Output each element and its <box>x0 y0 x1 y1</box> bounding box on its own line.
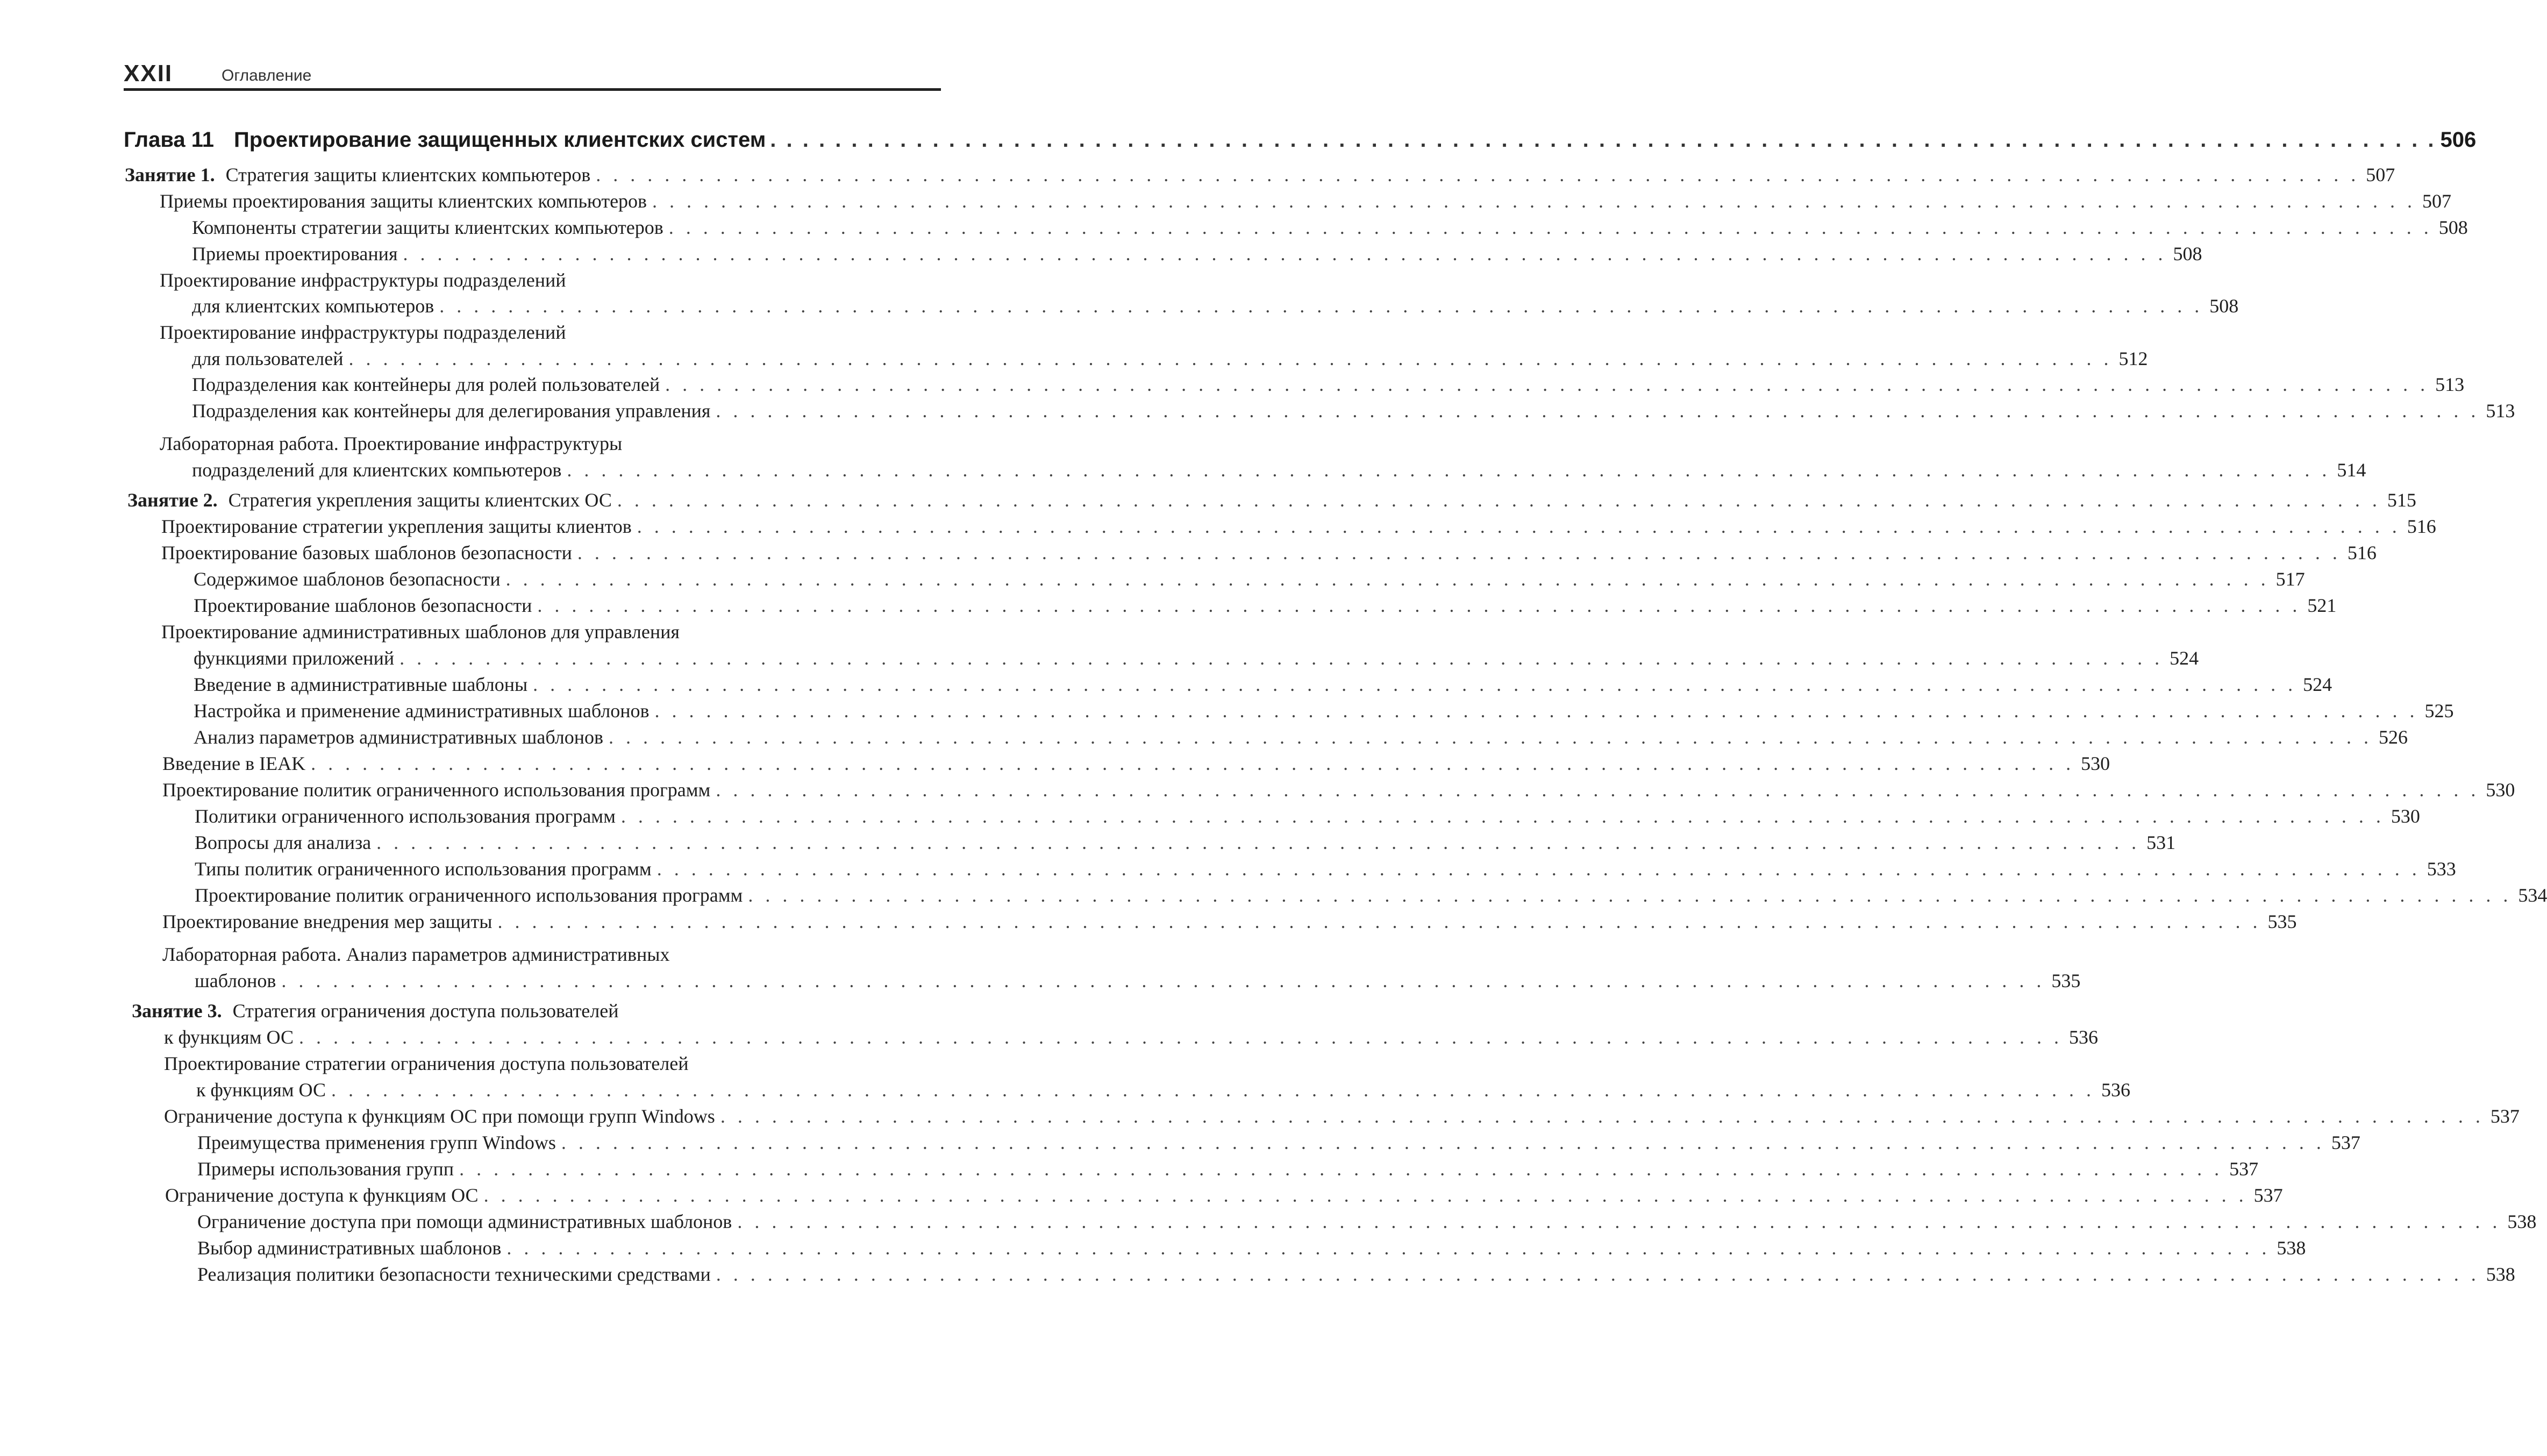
dot-leader: . . . . . . . . . . . . . . . . . . . . . . . . . . . . . . . . . . . . . . . . . . . . . . . . . . . . . . . . . . . . . . . . . . . . . . . . . . . . . . . . . . . . . . . . . . . . . . . . . . . . . . . <box>668 217 2432 238</box>
dot-leader: . . . . . . . . . . . . . . . . . . . . . . . . . . . . . . . . . . . . . . . . . . . . . . . . . . . . . . . . . . . . . . . . . . . . . . . . . . . . . . . . . . . . . . . . . . . . . . . . . . . . . . . <box>609 726 2373 748</box>
dot-leader: . . . . . . . . . . . . . . . . . . . . . . . . . . . . . . . . . . . . . . . . . . . . . . . . . . . . . . . . . . . . . . . . . . . . . . . . . . . . . . . . . . . . . . . . . . . . . . . . . . . . . . . <box>533 674 2297 695</box>
toc-entry <box>195 857 2456 881</box>
toc-entry <box>195 883 2547 908</box>
entry-page: 538 <box>2277 1237 2306 1259</box>
entry-page: 533 <box>2427 858 2456 880</box>
entry-page: 530 <box>2081 753 2110 774</box>
entry-text: Настройка и применение административных шаблонов <box>194 700 650 722</box>
entry-page: 517 <box>2275 568 2305 590</box>
entry-text: Типы политик ограниченного использования программ <box>195 858 652 880</box>
toc-entry <box>195 968 2081 993</box>
entry-text: Проектирование шаблонов безопасности <box>194 595 532 616</box>
entry-text: для клиентских компьютеров <box>192 295 434 317</box>
lesson-label: Занятие 1. <box>125 164 215 185</box>
entry-page: 535 <box>2267 911 2297 932</box>
entry-page: 530 <box>2391 805 2420 827</box>
entry-page: 525 <box>2424 700 2454 722</box>
dot-leader: . . . . . . . . . . . . . . . . . . . . . . . . . . . . . . . . . . . . . . . . . . . . . . . . . . . . . . . . . . . . . . . . . . . . . . . . . . . . . . . . . . . . . . . . . . . . . . . . . . . . . . . <box>399 647 2164 669</box>
toc-entry <box>192 241 2202 266</box>
toc-entry <box>192 398 2515 423</box>
running-head <box>124 60 941 91</box>
entry-page: 538 <box>2486 1264 2515 1285</box>
entry-text: для пользователей <box>192 348 344 369</box>
entry-text: Лабораторная работа. Проектирование инфраструктуры <box>160 433 623 454</box>
entry-page: 508 <box>2173 243 2202 265</box>
dot-leader: . . . . . . . . . . . . . . . . . . . . . . . . . . . . . . . . . . . . . . . . . . . . . . . . . . . . . . . . . . . . . . . . . . . . . . . . . . . . . . . . . . . . . . . . . . . . . . . . . . . . . . . <box>577 542 2341 563</box>
toc-entry <box>194 646 2199 670</box>
entry-text: Ограничение доступа к функциям ОС при помощи групп Windows <box>164 1105 715 1127</box>
dot-leader: . . . . . . . . . . . . . . . . . . . . . . . . . . . . . . . . . . . . . . . . . . . . . . . . . . . . . . . . . . . . . . . . . . . . . . . . . . . . . . . . . . . . . . . . . . . . . . . . . . . . . . . <box>281 970 2045 991</box>
toc-entry <box>194 698 2454 723</box>
toc-entry <box>195 804 2420 829</box>
dot-leader: . . . . . . . . . . . . . . . . . . . . . . . . . . . . . . . . . . . . . . . . . . . . . . . . . . . . . . . . . . . . . . . . . . . . . . . . . . . . . . . . . . . . . . . . . . . . . . . . . . . . . . . <box>720 1105 2484 1127</box>
toc-entry <box>195 830 2176 855</box>
entry-text: Введение в IEAK <box>162 753 306 774</box>
entry-text: Вопросы для анализа <box>195 832 372 853</box>
entry-page: 515 <box>2387 489 2416 511</box>
dot-leader: . . . . . . . . . . . . . . . . . . . . . . . . . . . . . . . . . . . . . . . . . . . . . . . . . . . . . . . . . . . . . . . . . . . . . . . . . . . . . . . . . . . . . . . . . . . . . . . . . . . . . . . <box>652 190 2416 212</box>
entry-text: Проектирование инфраструктуры подразделений <box>160 322 566 343</box>
entry-page: 507 <box>2366 164 2395 185</box>
entry-page: 536 <box>2101 1079 2130 1101</box>
toc-entry <box>162 909 2297 934</box>
toc-entry <box>164 1025 2098 1050</box>
entry-text: Проектирование стратегии укрепления защиты клиентов <box>161 516 632 537</box>
entry-page: 508 <box>2438 217 2468 238</box>
dot-leader: . . . . . . . . . . . . . . . . . . . . . . . . . . . . . . . . . . . . . . . . . . . . . . . . . . . . . . . . . . . . . . . . . . . . . . . . . . . . . . . . . . . . . . . . . . . . . . . . . . . . . . . <box>665 374 2429 395</box>
entry-page: 537 <box>2331 1132 2360 1153</box>
toc-entry <box>192 372 2465 397</box>
toc-entry <box>197 1130 2360 1155</box>
entry-text: Подразделения как контейнеры для делегирования управления <box>192 400 711 422</box>
entry-text: Выбор административных шаблонов <box>197 1237 502 1259</box>
toc-entry <box>192 294 2239 318</box>
chapter-heading <box>124 128 2477 160</box>
entry-page: 516 <box>2347 542 2377 563</box>
entry-text: Ограничение доступа к функциям ОС <box>165 1184 479 1206</box>
entry-text: Проектирование политик ограниченного использования программ <box>162 779 711 801</box>
chapter-page: 506 <box>2440 128 2477 152</box>
toc-entry <box>192 215 2468 240</box>
entry-text: Проектирование стратегии ограничения доступа пользователей <box>164 1053 689 1074</box>
toc-entry <box>194 567 2305 591</box>
lesson-label: Занятие 3. <box>132 1000 222 1022</box>
toc-entry <box>192 458 2366 482</box>
entry-text: к функциям ОС <box>196 1079 326 1101</box>
toc-lesson-entry <box>125 162 2395 187</box>
toc-entry <box>197 1236 2306 1260</box>
dot-leader: . . . . . . . . . . . . . . . . . . . . . . . . . . . . . . . . . . . . . . . . . . . . . . . . . . . . . . . . . . . . . . . . . . . . . . . . . . . . . . . . . . . . . . . . . . . . . . . . . . . . . . . <box>596 164 2360 185</box>
entry-page: 536 <box>2069 1026 2098 1048</box>
entry-page: 524 <box>2303 674 2332 695</box>
dot-leader: . . . . . . . . . . . . . . . . . . . . . . . . . . . . . . . . . . . . . . . . . . . . . . . . . . . . . . . . . . . . . . . . . . . . . . . . . . . . . . . . . . . . . . . . . . . . . . . . . . . . . . . <box>497 911 2261 932</box>
dot-leader: . . . . . . . . . . . . . . . . . . . . . . . . . . . . . . . . . . . . . . . . . . . . . . . . . . . . . . . . . . . . . . . . . . . . . . . . . . . . . . . . . . . . . . . . . . . . . . . . . . . . . . . <box>737 1211 2501 1232</box>
dot-leader: . . . . . . . . . . . . . . . . . . . . . . . . . . . . . . . . . . . . . . . . . . . . . . . . . . . . . . . . . . . . . . . . . . . . . . . . . . . . . . . . . . . . . . . . . . . . . . . . . . . . . . . <box>505 568 2270 590</box>
dot-leader: . . . . . . . . . . . . . . . . . . . . . . . . . . . . . . . . . . . . . . . . . . . . . . . . . . . . . . . . . . . . . . . . . . . . . . . . . . . . . . . . . . . . . . . . . . . . . . . . . . . . . . . <box>299 1026 2063 1048</box>
entry-page: 516 <box>2407 516 2436 537</box>
dot-leader: . . . . . . . . . . . . . . . . . . . . . . . . . . . . . . . . . . . . . . . . . . . . . . . . . . . . . . . . . . . . . . . . . . . . . . . . . . . . . . . . . . . . . . . . . . . . . . . . . . . . . . . <box>770 128 2436 152</box>
chapter-title: Проектирование защищенных клиентских систем <box>234 128 766 152</box>
toc-entry <box>194 725 2408 750</box>
entry-text: Подразделения как контейнеры для ролей пользователей <box>192 374 660 395</box>
dot-leader: . . . . . . . . . . . . . . . . . . . . . . . . . . . . . . . . . . . . . . . . . . . . . . . . . . . . . . . . . . . . . . . . . . . . . . . . . . . . . . . . . . . . . . . . . . . . . . . . . . . . . . . <box>617 489 2381 511</box>
entry-page: 514 <box>2337 459 2366 481</box>
entry-page: 538 <box>2507 1211 2537 1232</box>
toc-entry <box>160 189 2452 213</box>
lesson-label: Занятие 2. <box>127 489 218 511</box>
entry-text: Проектирование инфраструктуры подразделений <box>160 269 566 291</box>
toc-entry <box>197 1262 2515 1287</box>
entry-text: функциями приложений <box>194 647 395 669</box>
dot-leader: . . . . . . . . . . . . . . . . . . . . . . . . . . . . . . . . . . . . . . . . . . . . . . . . . . . . . . . . . . . . . . . . . . . . . . . . . . . . . . . . . . . . . . . . . . . . . . . . . . . . . . . <box>561 1132 2325 1153</box>
dot-leader: . . . . . . . . . . . . . . . . . . . . . . . . . . . . . . . . . . . . . . . . . . . . . . . . . . . . . . . . . . . . . . . . . . . . . . . . . . . . . . . . . . . . . . . . . . . . . . . . . . . . . . . <box>403 243 2167 265</box>
entry-text: Примеры использования групп <box>197 1158 454 1180</box>
entry-page: 530 <box>2486 779 2515 801</box>
entry-page: 507 <box>2422 190 2452 212</box>
toc-entry <box>165 1183 2283 1208</box>
entry-text <box>125 162 590 187</box>
dot-leader: . . . . . . . . . . . . . . . . . . . . . . . . . . . . . . . . . . . . . . . . . . . . . . . . . . . . . . . . . . . . . . . . . . . . . . . . . . . . . . . . . . . . . . . . . . . . . . . . . . . . . . . <box>439 295 2203 317</box>
entry-text: Анализ параметров административных шаблонов <box>194 726 604 748</box>
dot-leader: . . . . . . . . . . . . . . . . . . . . . . . . . . . . . . . . . . . . . . . . . . . . . . . . . . . . . . . . . . . . . . . . . . . . . . . . . . . . . . . . . . . . . . . . . . . . . . . . . . . . . . . <box>311 753 2075 774</box>
toc-entry <box>162 751 2110 776</box>
entry-text: к функциям ОС <box>164 1026 294 1048</box>
dot-leader: . . . . . . . . . . . . . . . . . . . . . . . . . . . . . . . . . . . . . . . . . . . . . . . . . . . . . . . . . . . . . . . . . . . . . . . . . . . . . . . . . . . . . . . . . . . . . . . . . . . . . . . <box>637 516 2401 537</box>
toc-lesson-entry <box>127 488 2416 512</box>
dot-leader: . . . . . . . . . . . . . . . . . . . . . . . . . . . . . . . . . . . . . . . . . . . . . . . . . . . . . . . . . . . . . . . . . . . . . . . . . . . . . . . . . . . . . . . . . . . . . . . . . . . . . . . <box>654 700 2418 722</box>
toc-entry <box>197 1157 2259 1181</box>
entry-page: 537 <box>2229 1158 2259 1180</box>
entry-text: Компоненты стратегии защиты клиентских компьютеров <box>192 217 663 238</box>
entry-page: 508 <box>2209 295 2239 317</box>
lesson-title: Стратегия защиты клиентских компьютеров <box>225 164 591 185</box>
entry-text: Приемы проектирования защиты клиентских компьютеров <box>160 190 647 212</box>
dot-leader: . . . . . . . . . . . . . . . . . . . . . . . . . . . . . . . . . . . . . . . . . . . . . . . . . . . . . . . . . . . . . . . . . . . . . . . . . . . . . . . . . . . . . . . . . . . . . . . . . . . . . . . <box>459 1158 2223 1180</box>
entry-text: Лабораторная работа. Анализ параметров административных <box>162 944 670 965</box>
running-title: Оглавление <box>222 67 312 84</box>
dot-leader: . . . . . . . . . . . . . . . . . . . . . . . . . . . . . . . . . . . . . . . . . . . . . . . . . . . . . . . . . . . . . . . . . . . . . . . . . . . . . . . . . . . . . . . . . . . . . . . . . . . . . . . <box>537 595 2301 616</box>
dot-leader: . . . . . . . . . . . . . . . . . . . . . . . . . . . . . . . . . . . . . . . . . . . . . . . . . . . . . . . . . . . . . . . . . . . . . . . . . . . . . . . . . . . . . . . . . . . . . . . . . . . . . . . <box>657 858 2421 880</box>
entry-text: Ограничение доступа при помощи административных шаблонов <box>197 1211 732 1232</box>
entry-text: Введение в административные шаблоны <box>194 674 528 695</box>
entry-page: 537 <box>2490 1105 2520 1127</box>
entry-text: Политики ограниченного использования программ <box>195 805 616 827</box>
entry-text: Проектирование внедрения мер защиты <box>162 911 493 932</box>
entry-text: Проектирование политик ограниченного использования программ <box>195 884 743 906</box>
entry-page: 535 <box>2051 970 2081 991</box>
chapter-label: Глава 11 <box>124 128 215 152</box>
toc-entry <box>194 672 2332 697</box>
entry-text <box>127 488 612 512</box>
entry-page: 534 <box>2518 884 2547 906</box>
toc-lesson-entry <box>132 998 619 1023</box>
dot-leader: . . . . . . . . . . . . . . . . . . . . . . . . . . . . . . . . . . . . . . . . . . . . . . . . . . . . . . . . . . . . . . . . . . . . . . . . . . . . . . . . . . . . . . . . . . . . . . . . . . . . . . . <box>716 779 2480 801</box>
entry-text: Проектирование административных шаблонов для управления <box>161 621 680 643</box>
dot-leader: . . . . . . . . . . . . . . . . . . . . . . . . . . . . . . . . . . . . . . . . . . . . . . . . . . . . . . . . . . . . . . . . . . . . . . . . . . . . . . . . . . . . . . . . . . . . . . . . . . . . . . . <box>348 348 2113 369</box>
dot-leader: . . . . . . . . . . . . . . . . . . . . . . . . . . . . . . . . . . . . . . . . . . . . . . . . . . . . . . . . . . . . . . . . . . . . . . . . . . . . . . . . . . . . . . . . . . . . . . . . . . . . . . . <box>331 1079 2095 1101</box>
entry-text: Проектирование базовых шаблонов безопасности <box>161 542 572 563</box>
toc-entry <box>197 1209 2537 1234</box>
lesson-title: Стратегия ограничения доступа пользователей <box>232 1000 619 1022</box>
dot-leader: . . . . . . . . . . . . . . . . . . . . . . . . . . . . . . . . . . . . . . . . . . . . . . . . . . . . . . . . . . . . . . . . . . . . . . . . . . . . . . . . . . . . . . . . . . . . . . . . . . . . . . . <box>620 805 2385 827</box>
entry-page: 512 <box>2118 348 2148 369</box>
dot-leader: . . . . . . . . . . . . . . . . . . . . . . . . . . . . . . . . . . . . . . . . . . . . . . . . . . . . . . . . . . . . . . . . . . . . . . . . . . . . . . . . . . . . . . . . . . . . . . . . . . . . . . . <box>506 1237 2271 1259</box>
toc-entry <box>194 593 2337 618</box>
entry-text: Реализация политики безопасности техническими средствами <box>197 1264 711 1285</box>
toc-entry <box>164 1104 2520 1129</box>
toc-entry <box>192 346 2148 371</box>
toc-entry <box>196 1077 2130 1102</box>
header-rule <box>124 88 941 91</box>
entry-text: подразделений для клиентских компьютеров <box>192 459 562 481</box>
entry-page: 524 <box>2170 647 2199 669</box>
page-number: XXII <box>124 60 173 87</box>
entry-page: 531 <box>2146 832 2176 853</box>
entry-text: Приемы проектирования <box>192 243 398 265</box>
entry-page: 526 <box>2379 726 2408 748</box>
entry-page: 521 <box>2307 595 2337 616</box>
entry-text: Преимущества применения групп Windows <box>197 1132 556 1153</box>
dot-leader: . . . . . . . . . . . . . . . . . . . . . . . . . . . . . . . . . . . . . . . . . . . . . . . . . . . . . . . . . . . . . . . . . . . . . . . . . . . . . . . . . . . . . . . . . . . . . . . . . . . . . . . <box>748 884 2512 906</box>
toc-entry <box>162 777 2515 802</box>
entry-page: 513 <box>2435 374 2465 395</box>
toc-entry <box>161 514 2436 539</box>
dot-leader: . . . . . . . . . . . . . . . . . . . . . . . . . . . . . . . . . . . . . . . . . . . . . . . . . . . . . . . . . . . . . . . . . . . . . . . . . . . . . . . . . . . . . . . . . . . . . . . . . . . . . . . <box>376 832 2141 853</box>
entry-page: 513 <box>2486 400 2515 422</box>
dot-leader: . . . . . . . . . . . . . . . . . . . . . . . . . . . . . . . . . . . . . . . . . . . . . . . . . . . . . . . . . . . . . . . . . . . . . . . . . . . . . . . . . . . . . . . . . . . . . . . . . . . . . . . <box>716 1264 2480 1285</box>
entry-page: 537 <box>2253 1184 2283 1206</box>
dot-leader: . . . . . . . . . . . . . . . . . . . . . . . . . . . . . . . . . . . . . . . . . . . . . . . . . . . . . . . . . . . . . . . . . . . . . . . . . . . . . . . . . . . . . . . . . . . . . . . . . . . . . . . <box>716 400 2480 422</box>
entry-text: Содержимое шаблонов безопасности <box>194 568 501 590</box>
dot-leader: . . . . . . . . . . . . . . . . . . . . . . . . . . . . . . . . . . . . . . . . . . . . . . . . . . . . . . . . . . . . . . . . . . . . . . . . . . . . . . . . . . . . . . . . . . . . . . . . . . . . . . . <box>567 459 2331 481</box>
dot-leader: . . . . . . . . . . . . . . . . . . . . . . . . . . . . . . . . . . . . . . . . . . . . . . . . . . . . . . . . . . . . . . . . . . . . . . . . . . . . . . . . . . . . . . . . . . . . . . . . . . . . . . . <box>483 1184 2248 1206</box>
entry-text: шаблонов <box>195 970 276 991</box>
lesson-title: Стратегия укрепления защиты клиентских ОС <box>228 489 612 511</box>
toc-entry <box>161 540 2377 565</box>
